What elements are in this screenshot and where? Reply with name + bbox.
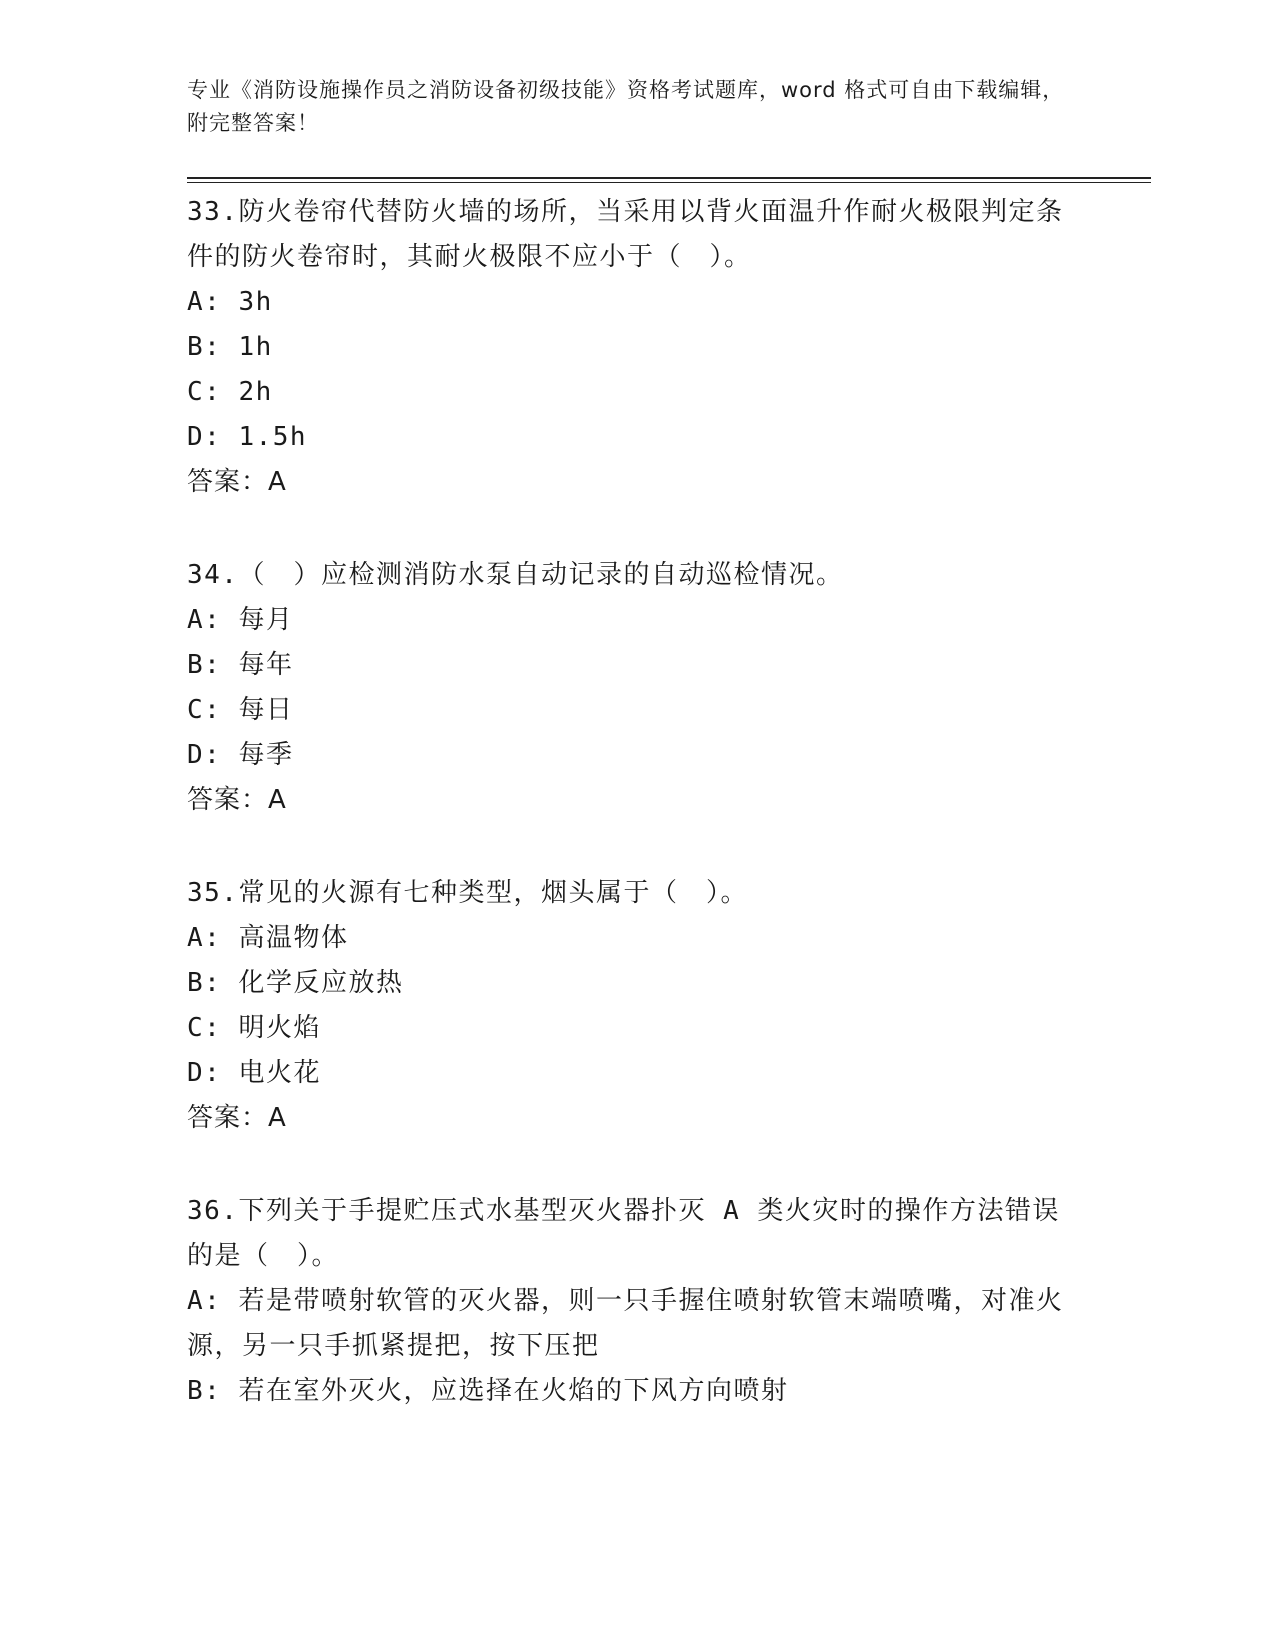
header-divider-thin	[187, 182, 1151, 183]
option-a: A: 每月	[187, 605, 294, 635]
question-text: 36.下列关于手提贮压式水基型灭火器扑灭 A 类火灾时的操作方法错误的是（ ）。	[187, 1196, 1060, 1271]
question-34	[187, 553, 1087, 823]
question-33	[187, 190, 1087, 505]
header-divider-thick	[187, 177, 1151, 179]
option-b: B: 化学反应放热	[187, 968, 404, 998]
question-text: 35.常见的火源有七种类型，烟头属于（ ）。	[187, 878, 748, 908]
option-b: B: 若在室外灭火，应选择在火焰的下风方向喷射	[187, 1376, 789, 1406]
option-a: A: 高温物体	[187, 923, 349, 953]
question-36	[187, 1189, 1087, 1414]
option-d: D: 每季	[187, 740, 294, 770]
option-d: D: 1.5h	[187, 422, 308, 452]
answer: 答案：A	[187, 785, 287, 815]
question-list	[187, 190, 1087, 1462]
option-d: D: 电火花	[187, 1058, 321, 1088]
question-text: 34.（ ）应检测消防水泵自动记录的自动巡检情况。	[187, 560, 844, 590]
option-b: B: 1h	[187, 332, 273, 362]
option-c: C: 每日	[187, 695, 294, 725]
answer: 答案：A	[187, 467, 287, 497]
document-header: 专业《消防设施操作员之消防设备初级技能》资格考试题库，word 格式可自由下载编辑，附完整答案！	[187, 78, 1065, 135]
option-b: B: 每年	[187, 650, 294, 680]
option-c: C: 2h	[187, 377, 273, 407]
question-35	[187, 871, 1087, 1141]
answer: 答案：A	[187, 1103, 287, 1133]
option-a: A: 3h	[187, 287, 273, 317]
question-text: 33.防火卷帘代替防火墙的场所，当采用以背火面温升作耐火极限判定条件的防火卷帘时，其耐火极限不应小于（ ）。	[187, 197, 1064, 272]
option-c: C: 明火焰	[187, 1013, 321, 1043]
option-a: A: 若是带喷射软管的灭火器，则一只手握住喷射软管末端喷嘴，对准火源，另一只手抓紧提把，按下压把	[187, 1286, 1064, 1361]
